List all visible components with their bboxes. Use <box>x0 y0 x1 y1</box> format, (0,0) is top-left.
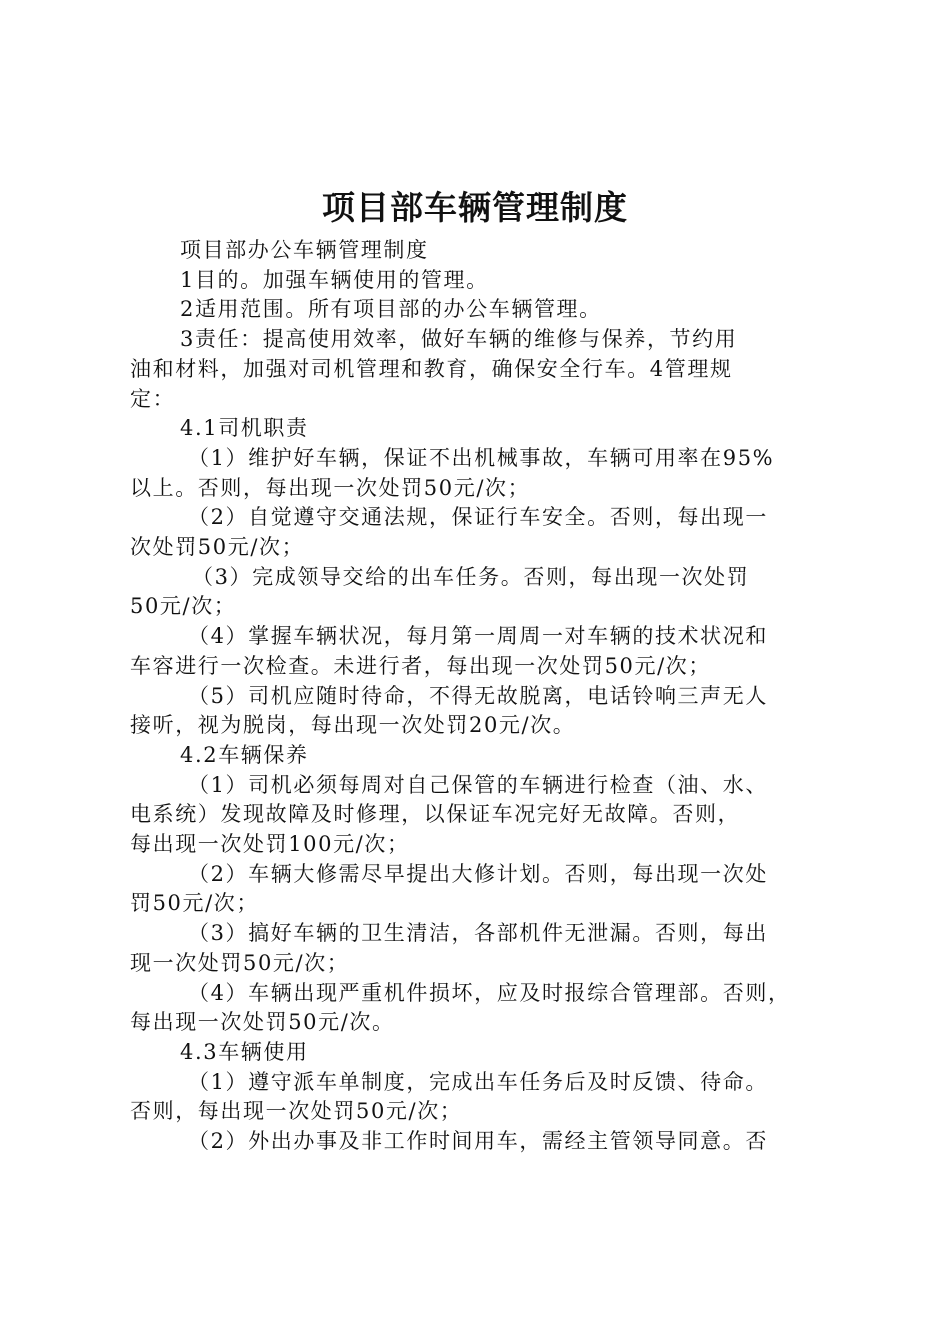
section-heading: 4.2车辆保养 <box>180 742 309 767</box>
paragraph-line: 以上。否则，每出现一次处罚50元/次； <box>130 475 531 500</box>
paragraph-line: （3）搞好车辆的卫生清洁，各部机件无泄漏。否则，每出 <box>188 921 768 946</box>
paragraph-line: 接听，视为脱岗，每出现一次处罚20元/次。 <box>130 713 576 738</box>
paragraph-line: （1）遵守派车单制度，完成出车任务后及时反馈、待命。 <box>188 1069 768 1094</box>
section-heading: 4.1司机职责 <box>180 416 309 441</box>
paragraph-line: （4）车辆出现严重机件损坏，应及时报综合管理部。否则， <box>188 980 791 1005</box>
paragraph-line: 每出现一次处罚50元/次。 <box>130 1010 395 1035</box>
paragraph-line: 车容进行一次检查。未进行者，每出现一次处罚50元/次； <box>130 653 711 678</box>
paragraph-line: 2适用范围。所有项目部的办公车辆管理。 <box>180 297 602 322</box>
paragraph-line: （4）掌握车辆状况，每月第一周周一对车辆的技术状况和 <box>188 624 768 649</box>
paragraph-line: （3）完成领导交给的出车任务。否则，每出现一次处罚 <box>192 564 750 589</box>
document-body <box>130 236 835 1157</box>
section-heading: 4.3车辆使用 <box>180 1039 309 1064</box>
paragraph-line: 电系统）发现故障及时修理，以保证车况完好无故障。否则， <box>130 802 741 827</box>
paragraph-line: 否则，每出现一次处罚50元/次； <box>130 1099 463 1124</box>
paragraph-line: （1）维护好车辆，保证不出机械事故，车辆可用率在95% <box>188 445 775 470</box>
paragraph-line: 50元/次； <box>130 594 237 619</box>
paragraph-line: （2）自觉遵守交通法规，保证行车安全。否则，每出现一 <box>188 505 768 530</box>
paragraph-line: 每出现一次处罚100元/次； <box>130 832 410 857</box>
paragraph-line: 3责任：提高使用效率，做好车辆的维修与保养，节约用 <box>180 327 738 352</box>
paragraph-line: （2）车辆大修需尽早提出大修计划。否则，每出现一次处 <box>188 861 768 886</box>
paragraph-line: 1目的。加强车辆使用的管理。 <box>180 267 489 292</box>
paragraph-line: （5）司机应随时待命，不得无故脱离，电话铃响三声无人 <box>188 683 768 708</box>
paragraph-line: 项目部办公车辆管理制度 <box>180 238 429 262</box>
paragraph-line: 定： <box>130 386 176 411</box>
paragraph-line: （2）外出办事及非工作时间用车，需经主管领导同意。否 <box>188 1129 768 1154</box>
paragraph-line: 次处罚50元/次； <box>130 535 305 560</box>
paragraph-line: （1）司机必须每周对自己保管的车辆进行检查（油、水、 <box>188 772 768 797</box>
paragraph-line: 罚50元/次； <box>130 891 259 916</box>
paragraph-line: 油和材料，加强对司机管理和教育，确保安全行车。4管理规 <box>130 356 733 381</box>
paragraph-line: 现一次处罚50元/次； <box>130 950 350 975</box>
document-title: 项目部车辆管理制度 <box>322 188 628 227</box>
